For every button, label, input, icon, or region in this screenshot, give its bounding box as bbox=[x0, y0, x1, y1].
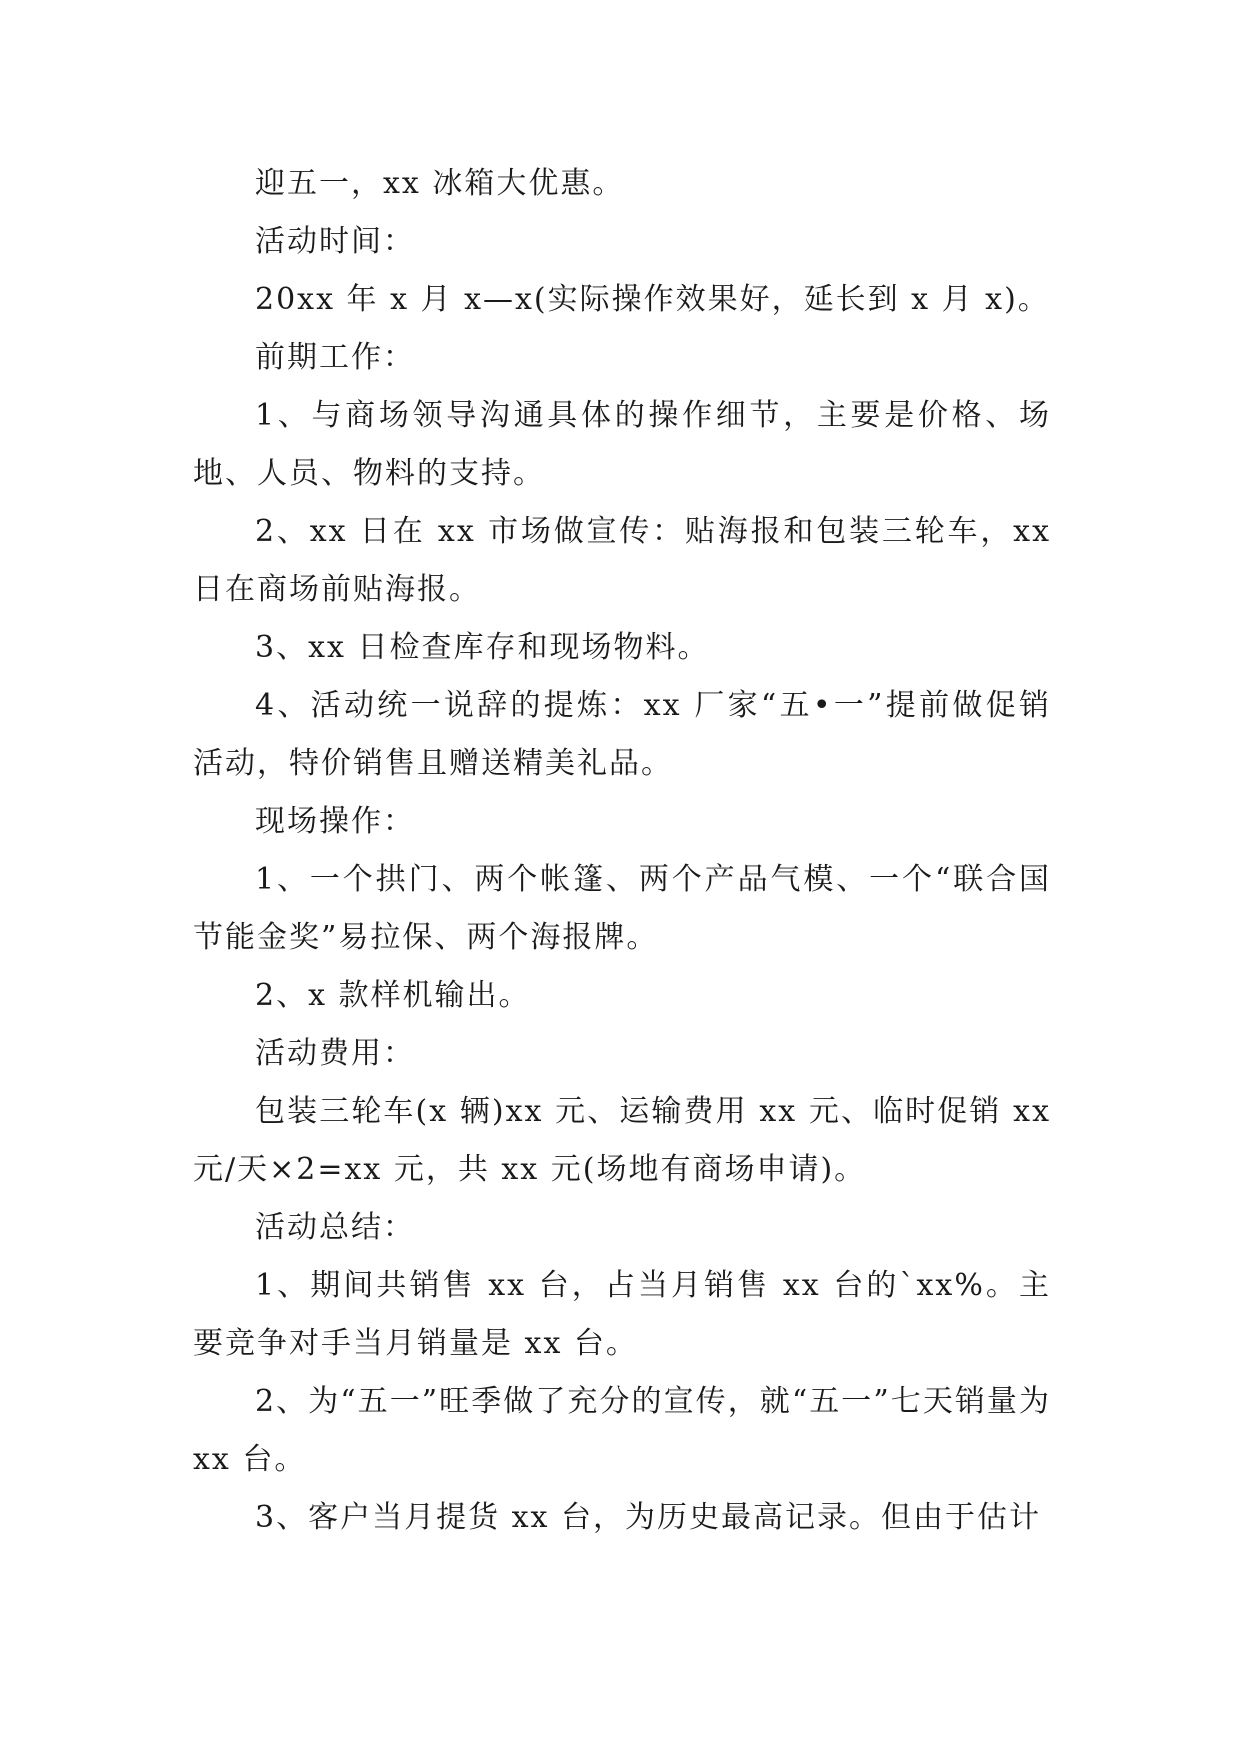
preparation-item-4: 4、活动统一说辞的提炼：xx 厂家“五•一”提前做促销活动，特价销售且赠送精美礼品。 bbox=[193, 688, 1051, 781]
document-body bbox=[193, 155, 1051, 1547]
summary-item-1: 1、期间共销售 xx 台，占当月销售 xx 台的`xx%。主要竞争对手当月销量是 xx 台。 bbox=[193, 1268, 1051, 1361]
headline-paragraph: 迎五一，xx 冰箱大优惠。 bbox=[255, 166, 625, 201]
section-heading-costs: 活动费用： bbox=[255, 1036, 415, 1071]
section-heading-onsite: 现场操作： bbox=[255, 804, 415, 839]
section-heading-activity-time: 活动时间： bbox=[255, 224, 415, 259]
costs-paragraph: 包装三轮车(x 辆)xx 元、运输费用 xx 元、临时促销 xx 元/天×2=xx 元，共 xx 元(场地有商场申请)。 bbox=[193, 1094, 1051, 1187]
preparation-item-2: 2、xx 日在 xx 市场做宣传：贴海报和包装三轮车，xx 日在商场前贴海报。 bbox=[193, 514, 1051, 607]
activity-time-paragraph: 20xx 年 x 月 x—x(实际操作效果好，延长到 x 月 x)。 bbox=[255, 282, 1050, 317]
section-heading-summary: 活动总结： bbox=[255, 1210, 415, 1245]
preparation-item-1: 1、与商场领导沟通具体的操作细节，主要是价格、场地、人员、物料的支持。 bbox=[193, 398, 1051, 491]
summary-item-2: 2、为“五一”旺季做了充分的宣传，就“五一”七天销量为 xx 台。 bbox=[193, 1384, 1051, 1477]
onsite-item-2: 2、x 款样机输出。 bbox=[255, 978, 531, 1013]
section-heading-preparation: 前期工作： bbox=[255, 340, 415, 375]
summary-item-3: 3、客户当月提货 xx 台，为历史最高记录。但由于估计 bbox=[255, 1500, 1041, 1535]
onsite-item-1: 1、一个拱门、两个帐篷、两个产品气模、一个“联合国节能金奖”易拉保、两个海报牌。 bbox=[193, 862, 1051, 955]
preparation-item-3: 3、xx 日检查库存和现场物料。 bbox=[255, 630, 710, 665]
